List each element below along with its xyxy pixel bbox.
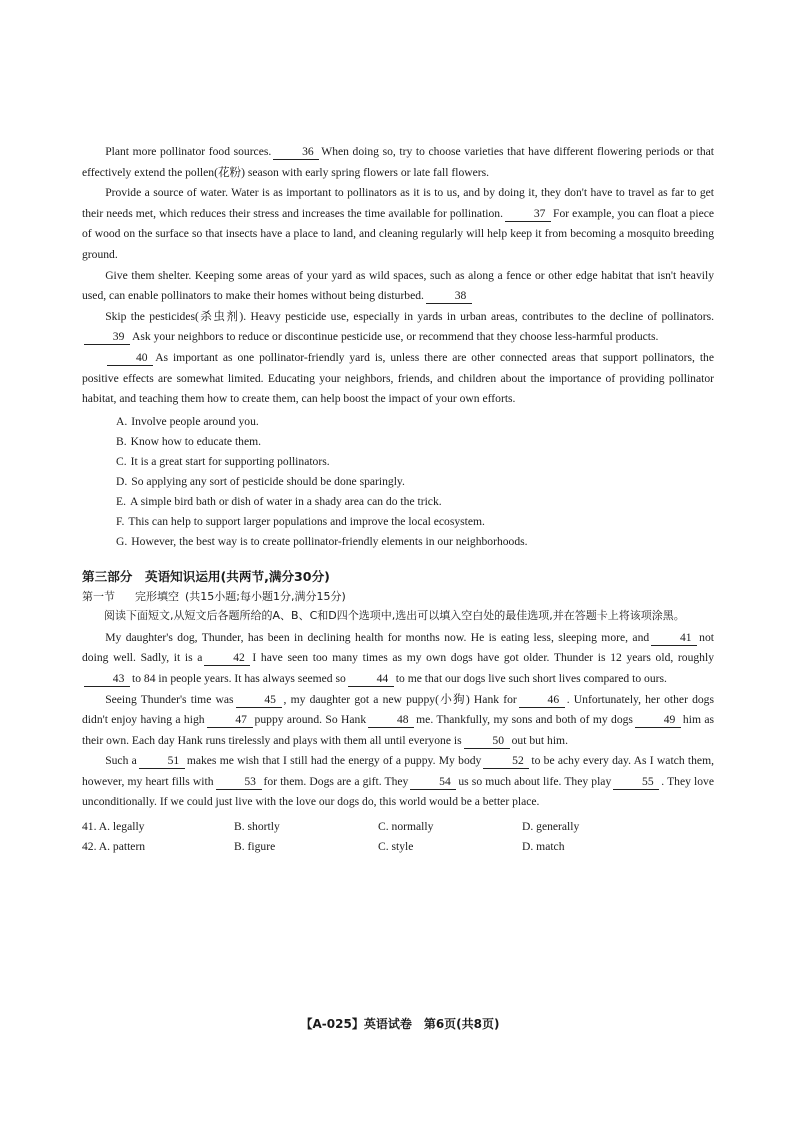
- passage-paragraph-36: [82, 142, 714, 183]
- section-label: 第一节: [82, 589, 115, 603]
- option-text: It is a great start for supporting pollinators.: [130, 454, 330, 468]
- blank-52: 52: [483, 753, 529, 769]
- option-g: [116, 532, 714, 552]
- paragraph-text: to be achy every day. As I watch them, however, my heart fills with: [82, 754, 714, 788]
- blank-41: 41: [651, 630, 697, 646]
- paragraph-text: for them. Dogs are a gift. They: [263, 774, 409, 788]
- paragraph-text: out but him.: [511, 733, 568, 747]
- cloze-paragraph-3: [82, 751, 714, 813]
- option-f: [116, 512, 714, 532]
- answer-option: 41. A. legally: [82, 820, 145, 834]
- blank-39: 39: [84, 329, 130, 345]
- answer-option: C. style: [378, 840, 414, 854]
- answer-option: D. generally: [522, 820, 580, 834]
- section-name: 完形填空: [135, 589, 179, 603]
- section-one-heading: [82, 588, 714, 606]
- blank-49: 49: [635, 712, 681, 728]
- answer-row-42: [82, 837, 714, 857]
- paragraph-text: him as their own. Each day Hank runs tirelessly and plays with them all until everyone is: [82, 713, 715, 747]
- paragraph-text: Such a: [105, 754, 137, 768]
- paragraph-text: When doing so, try to choose varieties that have different flowering periods or that effectively extend the pollen(花粉) season with early spring flowers or late fall flowers.: [82, 145, 714, 179]
- blank-44: 44: [348, 671, 394, 687]
- paragraph-text: not doing well. Sadly, it is a: [82, 630, 714, 665]
- paragraph-text: . They love unconditionally. If we could just live with the love our dogs do, this world would be a better place.: [82, 774, 714, 809]
- option-letter: E.: [116, 494, 126, 508]
- blank-46: 46: [519, 692, 565, 708]
- paragraph-text: us so much about life. They play: [458, 774, 612, 788]
- paragraph-text: , my daughter got a new puppy(小狗) Hank for: [283, 692, 517, 706]
- blank-50: 50: [464, 733, 510, 749]
- option-text: Know how to educate them.: [130, 434, 262, 448]
- answer-option: B. shortly: [234, 820, 280, 834]
- paragraph-text: Ask your neighbors to reduce or discontinue pesticide use, or recommend that they choose less-harmful products.: [132, 330, 659, 344]
- paragraph-text: I have seen too many times as my own dogs have got older. Thunder is 12 years old, roughly: [252, 651, 714, 665]
- option-c: [116, 452, 714, 472]
- option-list: [82, 412, 714, 552]
- answer-option: D. match: [522, 840, 565, 854]
- exam-content: [82, 142, 714, 857]
- answer-row-41: [82, 817, 714, 837]
- blank-47: 47: [207, 712, 253, 728]
- option-letter: B.: [116, 434, 127, 448]
- blank-48: 48: [368, 712, 414, 728]
- passage-paragraph-39: [82, 307, 714, 348]
- blank-55: 55: [613, 774, 659, 790]
- blank-40: 40: [107, 350, 153, 366]
- option-e: [116, 492, 714, 512]
- blank-53: 53: [216, 774, 262, 790]
- page-footer: 【A-025】英语试卷 第6页(共8页): [300, 1017, 500, 1031]
- option-a: [116, 412, 714, 432]
- paragraph-text: to 84 in people years. It has always seemed so: [132, 671, 346, 685]
- paragraph-text: Give them shelter. Keeping some areas of your yard as wild spaces, such as along a fence or other edge habitat that isn't heavily used, can enable pollinators to make their homes without being disturbed.: [82, 268, 714, 303]
- paragraph-text: puppy around. So Hank: [254, 713, 367, 727]
- passage-paragraph-38: [82, 266, 714, 307]
- blank-37: 37: [505, 206, 551, 222]
- paragraph-text: to me that our dogs live such short lives compared to ours.: [395, 671, 667, 685]
- blank-51: 51: [139, 753, 185, 769]
- option-letter: A.: [116, 414, 128, 428]
- option-text: Involve people around you.: [131, 414, 259, 428]
- blank-38: 38: [426, 288, 472, 304]
- blank-42: 42: [204, 650, 250, 666]
- blank-36: 36: [273, 144, 319, 160]
- part-three-title: 第三部分 英语知识运用(共两节,满分30分): [82, 568, 330, 584]
- paragraph-text: makes me wish that I still had the energy of a puppy. My body: [186, 754, 482, 768]
- paragraph-text: Provide a source of water. Water is as important to pollinators as it is to us, and by doing it, they don't have to travel as far to get their needs met, which reduces their stress and increases the time available for pollination.: [82, 186, 714, 220]
- answer-option: B. figure: [234, 840, 276, 854]
- cloze-paragraph-2: [82, 690, 714, 752]
- blank-45: 45: [236, 692, 282, 708]
- paragraph-text: Skip the pesticides(杀虫剂). Heavy pesticide use, especially in yards in urban areas, contributes to the decline of pollinators.: [105, 309, 714, 323]
- option-text: So applying any sort of pesticide should be done sparingly.: [131, 474, 405, 488]
- answer-option: 42. A. pattern: [82, 840, 146, 854]
- option-letter: D.: [116, 474, 128, 488]
- option-letter: F.: [116, 514, 125, 528]
- option-b: [116, 432, 714, 452]
- blank-54: 54: [410, 774, 456, 790]
- option-letter: G.: [116, 534, 128, 548]
- paragraph-text: For example, you can float a piece of wood on the surface so that insects have a place to land, and cleaning regularly will help keep it from becoming a mosquito breeding ground.: [82, 206, 715, 261]
- section-note: (共15小题;每小题1分,满分15分): [185, 589, 346, 603]
- option-letter: C.: [116, 454, 127, 468]
- option-d: [116, 472, 714, 492]
- cloze-paragraph-1: [82, 628, 714, 690]
- answer-choices: [82, 817, 714, 857]
- paragraph-text: My daughter's dog, Thunder, has been in declining health for months now. He is eating less, sleeping more, and: [105, 630, 650, 644]
- paragraph-text: As important as one pollinator-friendly yard is, unless there are other connected areas that support pollinators, the positive effects are somewhat limited. Educating your neighbors, friends, and children about the importance of providing pollinator habitat, and teaching them how to create them, can help boost the impact of your own efforts.: [82, 350, 714, 406]
- cloze-instruction: 阅读下面短文,从短文后各题所给的A、B、C和D四个选项中,选出可以填入空白处的最佳选项,并在答题卡上将该项涂黑。: [104, 608, 685, 622]
- option-text: However, the best way is to create pollinator-friendly elements in our neighborhoods.: [131, 534, 528, 548]
- option-text: A simple bird bath or dish of water in a shady area can do the trick.: [129, 494, 442, 508]
- blank-43: 43: [84, 671, 130, 687]
- paragraph-text: . Unfortunately, her other dogs didn't enjoy having a high: [82, 692, 714, 727]
- answer-option: C. normally: [378, 820, 434, 834]
- paragraph-text: Plant more pollinator food sources.: [105, 145, 272, 158]
- option-text: This can help to support larger populations and improve the local ecosystem.: [128, 514, 485, 528]
- paragraph-text: Seeing Thunder's time was: [105, 692, 234, 706]
- passage-paragraph-37: [82, 183, 714, 265]
- paragraph-text: me. Thankfully, my sons and both of my dogs: [416, 713, 633, 727]
- passage-paragraph-40: [82, 348, 714, 410]
